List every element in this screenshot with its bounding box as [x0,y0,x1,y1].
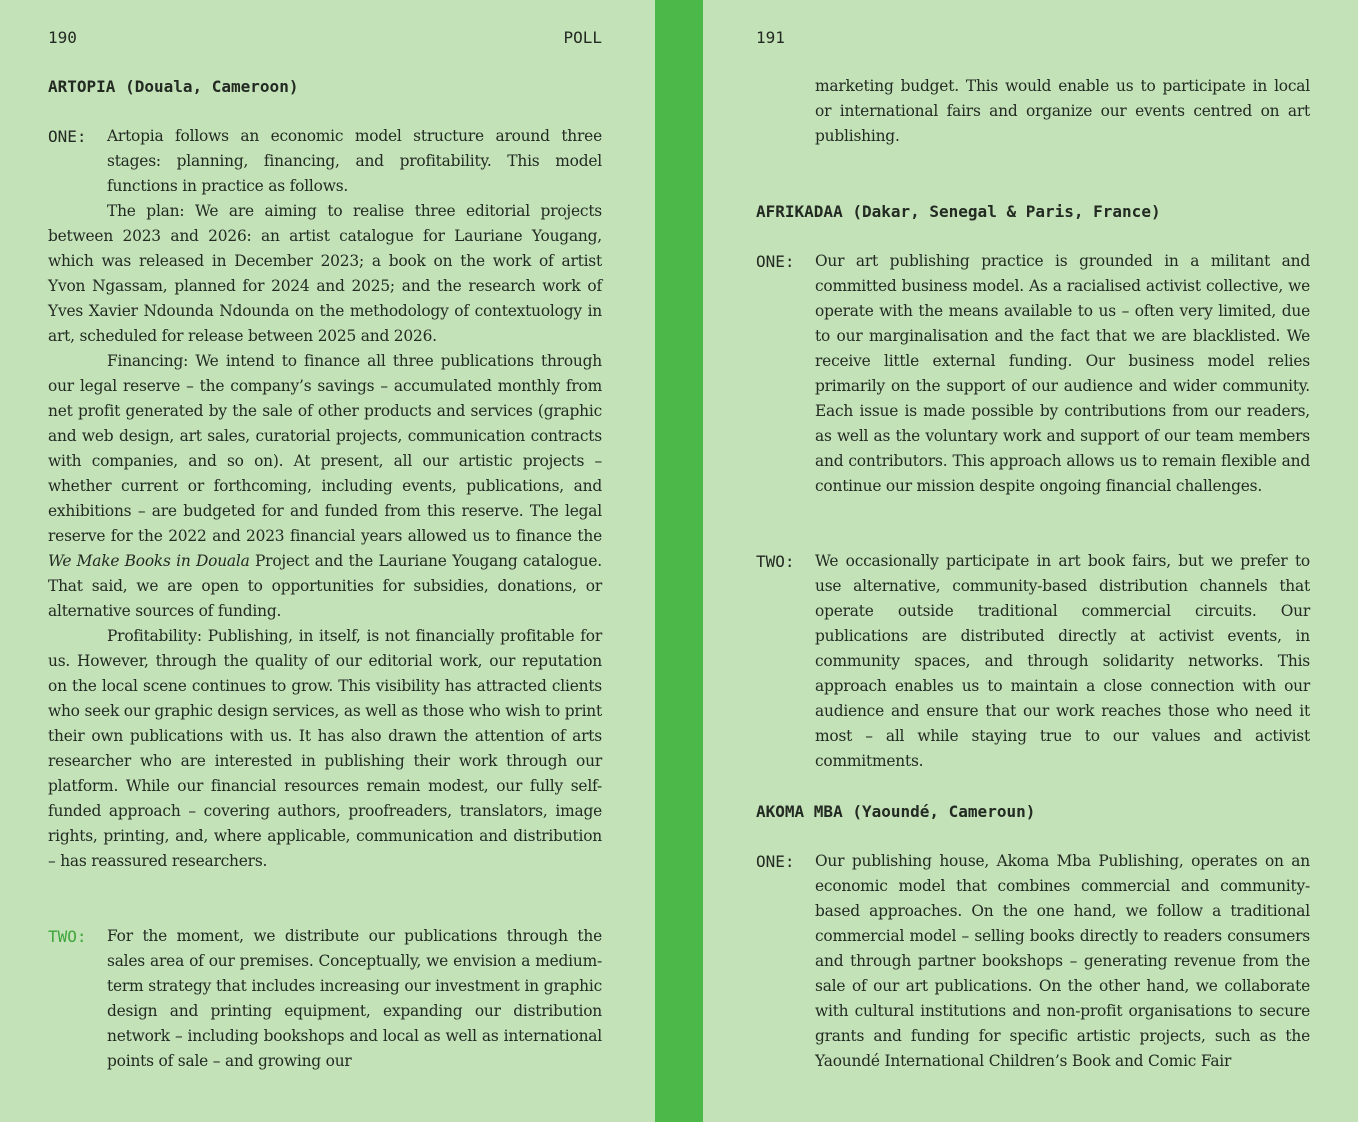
financing-text-start: Financing: We intend to finance all three publications through our legal reserve – the company’s savings – accumulated monthly from net profit generated by the sale of other products and services (graphic and web design, art sales, curatorial projects, communication contracts with companies, and so on). At present, all our artistic projects – whether current or forthcoming, including events, publications, and exhibitions – are budgeted for and funded from this reserve. The legal reserve for the 2022 and 2023 financial years allowed us to finance the [48,352,602,545]
artopia-profitability-paragraph: Profitability: Publishing, in itself, is not financially profitable for us. However, through the quality of our editorial work, our reputation on the local scene continues to grow. This visibility has attracted clients who seek our graphic design services, as well as those who wish to print their own publications with us. It has also drawn the attention of arts researcher who are interested in publishing their work through our platform. While our financial resources remain modest, our fully self-funded approach – covering authors, proofreaders, translators, image rights, printing, and, where applicable, communication and distribution – has reassured researchers. [48,627,602,870]
artopia-plan-paragraph: The plan: We are aiming to realise three editorial projects between 2023 and 2026: an artist catalogue for Lauriane Yougang, which was released in December 2023; a book on the work of artist Yvon Ngassam, planned for 2024 and 2025; and the research work of Yves Xavier Ndounda Ndounda on the methodology of contextuology in art, scheduled for release between 2025 and 2026. [48,202,602,345]
gutter-stripe [655,0,703,1122]
section-heading-artopia: ARTOPIA (Douala, Cameroon) [48,77,299,96]
artopia-two-body: For the moment, we distribute our publications through the sales area of our premises. Conceptually, we envision a medium-term strategy that includes increasing our investment in graphic design and printing equipment, expanding our distribution network – including bookshops and local as well as international points of sale – and growing our [107,927,602,1070]
afrikadaa-label-two: TWO: [756,552,795,571]
financing-text-end: Project and the Lauriane Yougang catalogue. That said, we are open to opportunities for subsidies, donations, or alternative sources of funding. [48,552,602,620]
label-one: ONE: [48,127,87,146]
label-two: TWO: [48,927,87,946]
continuation-text: marketing budget. This would enable us to participate in local or international fairs and organize our events centred on art publishing. [815,77,1310,145]
afrikadaa-two-body: We occasionally participate in art book fairs, but we prefer to use alternative, community-based distribution channels that operate outside traditional commercial circuits. Our publications are distributed directly at activist events, in community spaces, and through solidarity networks. This approach enables us to maintain a close connection with our audience and ensure that our work reaches those who need it most – all while staying true to our values and activist commitments. [815,552,1310,770]
left-page [0,0,655,1122]
afrikadaa-label-one: ONE: [756,252,795,271]
page-number-right: 191 [756,28,785,47]
akoma-label-one: ONE: [756,852,795,871]
section-heading-akoma-mba: AKOMA MBA (Yaoundé, Cameroun) [756,802,1036,821]
running-head: POLL [563,28,602,47]
section-heading-afrikadaa: AFRIKADAA (Dakar, Senegal & Paris, France) [756,202,1161,221]
artopia-one-body [48,124,602,874]
right-page [703,0,1358,1122]
page-number-left: 190 [48,28,77,47]
akoma-one-body: Our publishing house, Akoma Mba Publishing, operates on an economic model that combines commercial and community-based approaches. On the one hand, we follow a traditional commercial model – selling books directly to readers consumers and through partner bookshops – generating revenue from the sale of our art publications. On the other hand, we collaborate with cultural institutions and non-profit organisations to secure grants and funding for specific artistic projects, such as the Yaoundé International Children’s Book and Comic Fair [815,852,1310,1070]
artopia-one-intro: Artopia follows an economic model structure around three stages: planning, financing, and profitability. This model functions in practice as follows. [107,127,602,195]
afrikadaa-one-body: Our art publishing practice is grounded in a militant and committed business model. As a racialised activist collective, we operate with the means available to us – often very limited, due to our marginalisation and the fact that we are blacklisted. We receive little external funding. Our business model relies primarily on the support of our audience and wider community. Each issue is made possible by contributions from our readers, as well as the voluntary work and support of our team members and contributors. This approach allows us to remain flexible and continue our mission despite ongoing financial challenges. [815,252,1310,495]
book-title: We Make Books in Douala [48,552,250,570]
artopia-financing-paragraph [48,349,602,624]
